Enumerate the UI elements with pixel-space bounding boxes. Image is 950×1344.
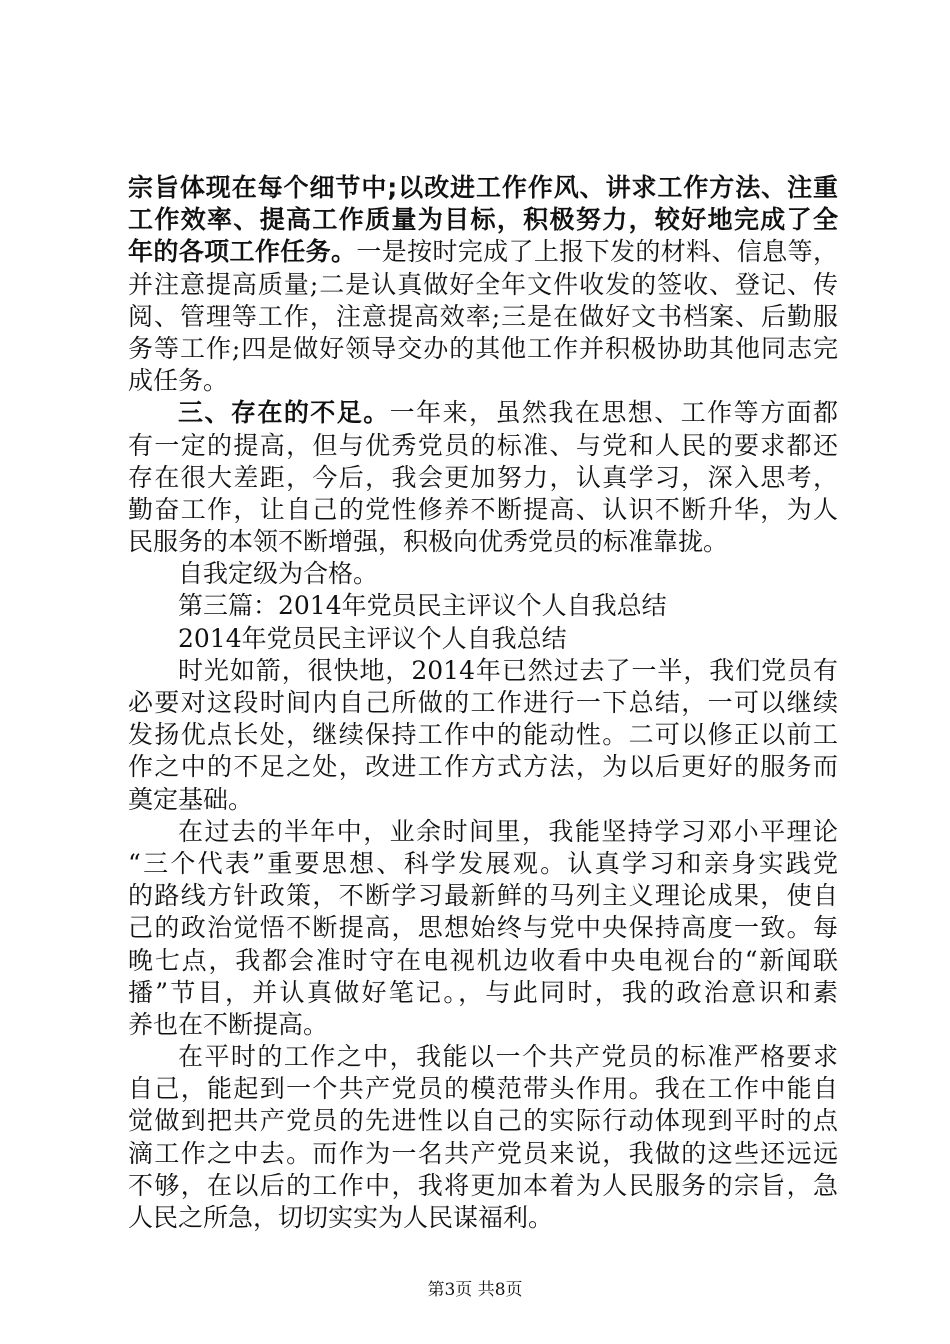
article-title: 2014年党员民主评议个人自我总结: [178, 623, 567, 653]
page-footer: 第3页 共8页: [427, 1280, 523, 1300]
text-line: 宗旨体现在每个细节中;以改进工作作风、讲求工作方法、注重: [128, 173, 838, 202]
text-line: 务等工作;四是做好领导交办的其他工作并积极协助其他同志完: [128, 333, 838, 363]
text-run: 一是按时完成了上报下发的材料、信息等，: [356, 237, 838, 267]
body-text: [128, 172, 838, 1234]
text-line: 存在很大差距，今后，我会更加努力，认真学习，深入思考，: [128, 462, 838, 492]
text-line: 奠定基础。: [128, 784, 254, 814]
text-line: [128, 236, 838, 268]
text-line: 作之中的不足之处，改进工作方式方法，为以后更好的服务而: [128, 752, 838, 782]
text-line: 民服务的本领不断增强，积极向优秀党员的标准靠拢。: [128, 527, 729, 557]
text-line: 在平时的工作之中，我能以一个共产党员的标准严格要求: [178, 1042, 838, 1072]
text-line: 有一定的提高，但与优秀党员的标准、与党和人民的要求都还: [128, 430, 838, 460]
text-line: 播”节目，并认真做好笔记。，与此同时，我的政治意识和素: [128, 977, 838, 1007]
text-line: 自我定级为合格。: [178, 559, 379, 589]
text-line: 不够，在以后的工作中，我将更加本着为人民服务的宗旨，急: [128, 1170, 838, 1200]
text-line: 自己，能起到一个共产党员的模范带头作用。我在工作中能自: [128, 1074, 838, 1104]
bold-lead: 年的各项工作任务。: [128, 237, 357, 267]
text-line: 的路线方针政策，不断学习最新鲜的马列主义理论成果，使自: [128, 881, 838, 911]
text-line: 时光如箭，很快地，2014年已然过去了一半，我们党员有: [178, 655, 838, 685]
section-heading: 三、存在的不足。: [178, 398, 390, 428]
text-line: 勤奋工作，让自己的党性修养不断提高、认识不断升华，为人: [128, 494, 838, 524]
text-line: 成任务。: [128, 366, 229, 396]
text-line: 滴工作之中去。而作为一名共产党员来说，我做的这些还远远: [128, 1138, 838, 1168]
text-line: 必要对这段时间内自己所做的工作进行一下总结，一可以继续: [128, 688, 838, 717]
text-line: 在过去的半年中，业余时间里，我能坚持学习邓小平理论: [178, 816, 838, 846]
text-line: 养也在不断提高。: [128, 1009, 329, 1039]
text-line: “三个代表”重要思想、科学发展观。认真学习和亲身实践党: [128, 848, 838, 878]
text-line: 觉做到把共产党员的先进性以自己的实际行动体现到平时的点: [128, 1106, 838, 1136]
text-line: 工作效率、提高工作质量为目标，积极努力，较好地完成了全: [128, 205, 838, 235]
text-line: 晚七点，我都会准时守在电视机边收看中央电视台的“新闻联: [128, 945, 838, 975]
chapter-title: 第三篇：2014年党员民主评议个人自我总结: [178, 591, 667, 621]
text-run: 一年来，虽然我在思想、工作等方面都: [389, 398, 838, 428]
text-line: 发扬优点长处，继续保持工作中的能动性。二可以修正以前工: [128, 720, 838, 750]
text-line: 己的政治觉悟不断提高，思想始终与党中央保持高度一致。每: [128, 913, 838, 943]
section-heading-line: [128, 397, 838, 429]
text-line: 人民之所急，切切实实为人民谋福利。: [128, 1203, 554, 1232]
text-line: 阅、管理等工作，注意提高效率;三是在做好文书档案、后勤服: [128, 301, 838, 331]
text-line: 并注意提高质量;二是认真做好全年文件收发的签收、登记、传: [128, 269, 838, 299]
